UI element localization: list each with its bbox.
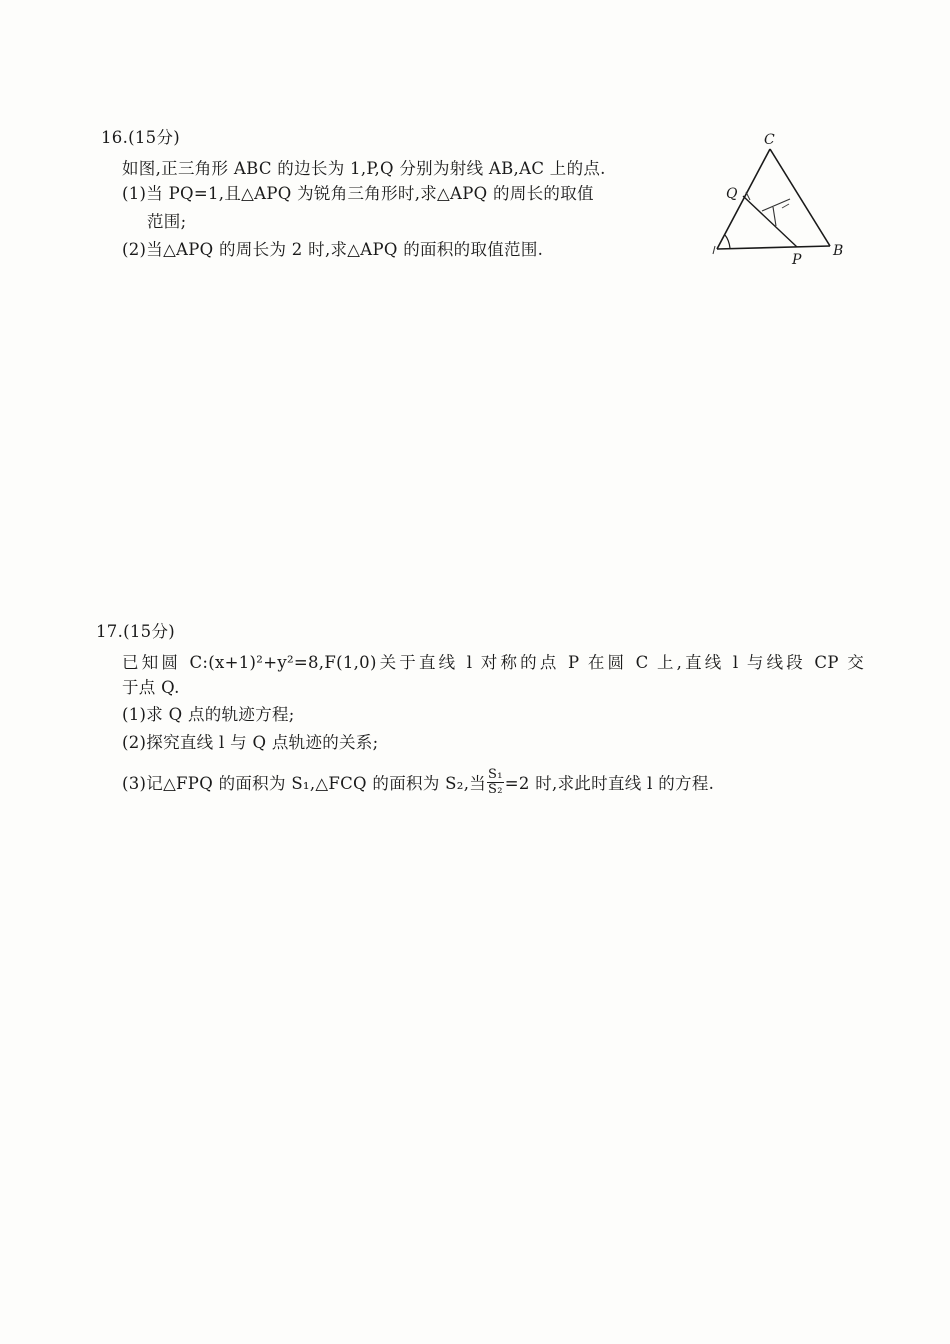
fraction-numerator: S₁ xyxy=(488,767,503,782)
pencil-mark-3 xyxy=(782,204,789,208)
triangle-figure xyxy=(700,126,860,276)
problem-16-part-2: (2)当△APQ 的周长为 2 时,求△APQ 的面积的取值范围. xyxy=(122,240,544,259)
area-ratio-fraction xyxy=(487,768,504,797)
vertex-label-c: C xyxy=(764,132,775,148)
problem-17-part-2: (2)探究直线 l 与 Q 点轨迹的关系; xyxy=(122,733,379,752)
problem-17-part-3 xyxy=(122,767,715,799)
problem-17-number: 17.(15分) xyxy=(96,622,176,641)
point-label-q: Q xyxy=(726,186,738,202)
part-3-text-after: =2 时,求此时直线 l 的方程. xyxy=(504,774,715,793)
side-ac xyxy=(717,149,770,249)
tick-mark-a xyxy=(713,246,715,254)
problem-17-stem-continued: 于点 Q. xyxy=(122,678,180,697)
side-ab xyxy=(717,246,830,249)
problem-17-part-1: (1)求 Q 点的轨迹方程; xyxy=(122,705,295,724)
angle-a-mark xyxy=(725,235,730,248)
problem-16-stem: 如图,正三角形 ABC 的边长为 1,P,Q 分别为射线 AB,AC 上的点. xyxy=(122,159,606,178)
pencil-mark-2 xyxy=(773,207,776,226)
vertex-label-b: B xyxy=(833,243,844,259)
point-label-p: P xyxy=(792,252,802,268)
problem-17-stem: 已知圆 C:(x+1)²+y²=8,F(1,0)关于直线 l 对称的点 P 在圆 C 上,直线 l 与线段 CP 交 xyxy=(122,653,864,672)
side-bc xyxy=(770,149,830,246)
problem-16-part-1: (1)当 PQ=1,且△APQ 为锐角三角形时,求△APQ 的周长的取值 xyxy=(122,184,594,203)
part-3-text-before: (3)记△FPQ 的面积为 S₁,△FCQ 的面积为 S₂,当 xyxy=(122,774,487,793)
problem-16-part-1-continued: 范围; xyxy=(147,212,187,231)
fraction-denominator: S₂ xyxy=(488,782,503,797)
segment-pq xyxy=(743,196,797,247)
pencil-mark-1 xyxy=(762,199,790,211)
problem-16-number: 16.(15分) xyxy=(101,128,181,147)
triangle-diagram xyxy=(700,126,860,276)
